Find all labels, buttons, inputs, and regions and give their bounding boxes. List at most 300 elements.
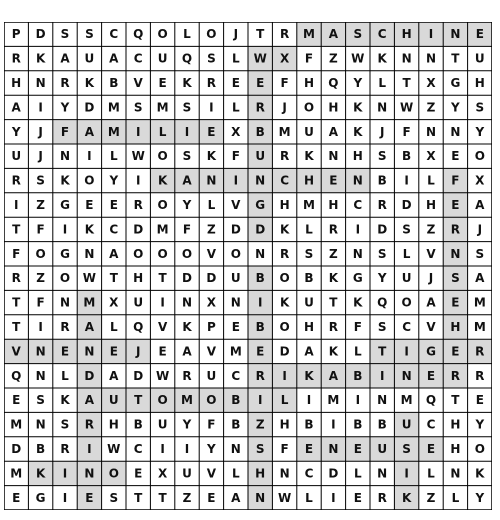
cell-letter: B (109, 76, 119, 90)
cell-letter: N (450, 27, 461, 42)
grid-cell (346, 364, 370, 388)
cell-letter: I (233, 173, 239, 188)
cell-letter: N (352, 246, 363, 261)
cell-letter: K (182, 320, 192, 334)
grid-cell (77, 144, 101, 168)
cell-letter: E (158, 344, 167, 359)
grid-cell (53, 364, 77, 388)
grid-cell (126, 217, 150, 241)
cell-letter: O (133, 246, 144, 261)
grid-cell (224, 461, 248, 485)
grid-cell (77, 242, 101, 266)
grid-cell (248, 412, 272, 436)
cell-letter: U (157, 417, 168, 432)
cell-letter: R (279, 27, 290, 42)
grid-cell (4, 437, 28, 461)
grid-cell (126, 71, 150, 95)
grid-cell (321, 364, 345, 388)
cell-letter: U (108, 393, 119, 408)
cell-letter: S (255, 442, 265, 456)
grid-cell (77, 266, 101, 290)
cell-letter: N (255, 246, 266, 261)
cell-letter: U (401, 271, 412, 286)
grid-cell (443, 364, 467, 388)
grid-cell (468, 266, 492, 290)
cell-letter: X (231, 124, 241, 139)
cell-letter: O (279, 320, 290, 334)
grid-cell (297, 388, 321, 412)
grid-cell (346, 486, 370, 510)
cell-letter: U (255, 149, 266, 164)
cell-letter: A (84, 393, 95, 408)
cell-letter: I (379, 368, 385, 383)
grid-cell (370, 46, 394, 70)
cell-letter: A (11, 100, 21, 115)
grid-cell (468, 168, 492, 192)
cell-letter: N (84, 344, 95, 359)
cell-letter: N (35, 76, 46, 90)
grid-cell (443, 22, 467, 46)
grid-cell (175, 95, 199, 119)
cell-letter: Y (207, 442, 216, 456)
grid-cell (150, 242, 174, 266)
cell-letter: H (450, 417, 461, 432)
cell-letter: B (402, 149, 412, 164)
grid-cell (370, 437, 394, 461)
grid-cell (102, 461, 126, 485)
cell-letter: S (475, 100, 485, 115)
grid-cell (321, 46, 345, 70)
cell-letter: U (377, 442, 388, 456)
grid-cell (175, 266, 199, 290)
grid-cell (77, 388, 101, 412)
cell-letter: T (12, 320, 21, 334)
grid-cell (394, 95, 418, 119)
cell-letter: K (35, 51, 46, 66)
cell-letter: L (158, 124, 167, 139)
grid-cell (321, 22, 345, 46)
grid-cell (468, 412, 492, 436)
grid-cell (248, 144, 272, 168)
grid-cell (297, 412, 321, 436)
cell-letter: D (11, 442, 22, 456)
grid-cell (419, 388, 443, 412)
grid-cell (199, 437, 223, 461)
cell-letter: U (206, 368, 217, 383)
grid-cell (370, 315, 394, 339)
grid-cell (175, 315, 199, 339)
cell-letter: B (133, 417, 143, 432)
cell-letter: N (181, 295, 193, 310)
cell-letter: Z (426, 490, 436, 505)
grid-cell (321, 412, 345, 436)
grid-cell (321, 486, 345, 510)
grid-cell (224, 388, 248, 412)
cell-letter: D (182, 271, 192, 286)
cell-letter: X (475, 173, 485, 188)
grid-cell (321, 193, 345, 217)
grid-cell (419, 193, 443, 217)
cell-letter: T (158, 271, 167, 286)
grid-cell (248, 266, 272, 290)
grid-cell (4, 461, 28, 485)
cell-letter: S (402, 222, 411, 237)
cell-letter: T (451, 51, 460, 66)
cell-letter: M (83, 295, 96, 310)
grid-cell (297, 217, 321, 241)
cell-letter: V (133, 76, 143, 90)
grid-cell (175, 71, 199, 95)
cell-letter: I (184, 442, 190, 456)
cell-letter: I (160, 442, 165, 456)
grid-cell (346, 144, 370, 168)
cell-letter: P (11, 27, 21, 42)
cell-letter: R (60, 442, 70, 456)
cell-letter: B (255, 271, 265, 286)
cell-letter: E (207, 124, 216, 139)
grid-cell (150, 339, 174, 363)
cell-letter: O (474, 442, 485, 456)
grid-cell (370, 461, 394, 485)
cell-letter: O (35, 246, 46, 261)
cell-letter: E (353, 442, 362, 456)
cell-letter: U (84, 51, 95, 66)
cell-letter: N (401, 51, 412, 66)
grid-cell (53, 486, 77, 510)
word-search-grid (4, 22, 492, 510)
grid-cell (77, 486, 101, 510)
cell-letter: M (10, 417, 23, 432)
cell-letter: I (404, 173, 409, 188)
cell-letter: Z (426, 100, 436, 115)
grid-cell (102, 144, 126, 168)
grid-cell (77, 290, 101, 314)
grid-cell (468, 217, 492, 241)
cell-letter: C (280, 173, 290, 188)
grid-cell (102, 22, 126, 46)
cell-letter: N (279, 466, 290, 481)
cell-letter: H (474, 76, 485, 90)
grid-cell (28, 412, 52, 436)
grid-cell (28, 71, 52, 95)
grid-cell (346, 193, 370, 217)
cell-letter: O (157, 27, 168, 42)
grid-cell (102, 120, 126, 144)
grid-cell (297, 193, 321, 217)
grid-cell (394, 486, 418, 510)
grid-cell (419, 217, 443, 241)
grid-cell (468, 461, 492, 485)
grid-cell (126, 339, 150, 363)
cell-letter: L (305, 222, 313, 237)
cell-letter: I (331, 417, 336, 432)
grid-cell (297, 437, 321, 461)
grid-cell (370, 412, 394, 436)
grid-cell (272, 217, 296, 241)
cell-letter: L (280, 393, 289, 408)
grid-cell (248, 290, 272, 314)
cell-letter: Q (133, 27, 144, 42)
grid-cell (321, 95, 345, 119)
grid-cell (370, 168, 394, 192)
cell-letter: F (36, 295, 45, 310)
cell-letter: R (255, 100, 265, 115)
cell-letter: N (35, 344, 46, 359)
grid-cell (321, 242, 345, 266)
grid-cell (224, 193, 248, 217)
grid-cell (468, 95, 492, 119)
cell-letter: A (475, 271, 485, 286)
cell-letter: S (182, 100, 192, 115)
grid-cell (53, 217, 77, 241)
grid-cell (102, 193, 126, 217)
grid-cell (394, 315, 418, 339)
grid-cell (468, 46, 492, 70)
grid-cell (199, 168, 223, 192)
grid-cell (28, 486, 52, 510)
grid-cell (443, 144, 467, 168)
cell-letter: T (158, 490, 167, 505)
grid-cell (150, 120, 174, 144)
grid-cell (419, 486, 443, 510)
cell-letter: E (353, 490, 362, 505)
cell-letter: N (450, 466, 461, 481)
grid-cell (28, 461, 52, 485)
cell-letter: N (401, 368, 412, 383)
grid-cell (443, 71, 467, 95)
cell-letter: H (352, 149, 363, 164)
cell-letter: B (353, 417, 363, 432)
word-search-puzzle (4, 22, 492, 510)
cell-letter: N (35, 368, 46, 383)
cell-letter: K (328, 344, 339, 359)
grid-cell (175, 46, 199, 70)
cell-letter: B (304, 271, 314, 286)
cell-letter: R (60, 76, 70, 90)
cell-letter: V (426, 246, 436, 261)
cell-letter: I (404, 344, 409, 359)
grid-cell (28, 144, 52, 168)
cell-letter: C (133, 442, 143, 456)
grid-cell (53, 168, 77, 192)
grid-cell (199, 388, 223, 412)
cell-letter: N (230, 442, 241, 456)
grid-cell (321, 339, 345, 363)
cell-letter: F (353, 320, 362, 334)
grid-cell (199, 486, 223, 510)
grid-cell (419, 315, 443, 339)
grid-cell (248, 46, 272, 70)
cell-letter: H (255, 466, 266, 481)
grid-cell (321, 168, 345, 192)
grid-cell (297, 95, 321, 119)
cell-letter: C (402, 320, 412, 334)
grid-cell (126, 364, 150, 388)
grid-cell (150, 266, 174, 290)
cell-letter: M (303, 27, 315, 42)
cell-letter: L (207, 198, 216, 212)
cell-letter: M (181, 393, 193, 408)
cell-letter: L (183, 27, 191, 42)
grid-cell (321, 120, 345, 144)
cell-letter: H (425, 198, 437, 212)
cell-letter: V (11, 344, 21, 359)
cell-letter: N (377, 466, 388, 481)
grid-cell (419, 461, 443, 485)
grid-cell (102, 95, 126, 119)
grid-cell (28, 364, 52, 388)
cell-letter: K (401, 490, 412, 505)
grid-cell (419, 168, 443, 192)
grid-cell (370, 193, 394, 217)
cell-letter: F (12, 246, 21, 261)
grid-cell (297, 71, 321, 95)
grid-cell (468, 193, 492, 217)
grid-cell (346, 412, 370, 436)
grid-cell (346, 95, 370, 119)
cell-letter: R (279, 149, 290, 164)
cell-letter: R (11, 271, 21, 286)
cell-letter: B (231, 393, 241, 408)
grid-cell (224, 95, 248, 119)
grid-cell (248, 339, 272, 363)
cell-letter: H (328, 198, 339, 212)
cell-letter: E (85, 198, 94, 212)
grid-cell (272, 364, 296, 388)
cell-letter: S (475, 246, 485, 261)
cell-letter: L (231, 466, 240, 481)
grid-cell (126, 461, 150, 485)
grid-cell (443, 339, 467, 363)
cell-letter: X (279, 51, 290, 66)
cell-letter: E (256, 76, 265, 90)
grid-cell (394, 437, 418, 461)
grid-cell (150, 168, 174, 192)
cell-letter: N (59, 149, 71, 164)
grid-cell (297, 46, 321, 70)
cell-letter: Z (36, 271, 45, 286)
cell-letter: N (425, 51, 437, 66)
cell-letter: S (109, 490, 119, 505)
cell-letter: T (109, 271, 118, 286)
grid-cell (468, 339, 492, 363)
cell-letter: K (279, 222, 290, 237)
grid-cell (248, 95, 272, 119)
grid-cell (346, 168, 370, 192)
cell-letter: E (426, 442, 436, 456)
grid-cell (175, 120, 199, 144)
grid-cell (53, 242, 77, 266)
grid-cell (370, 217, 394, 241)
cell-letter: R (475, 344, 485, 359)
cell-letter: A (426, 295, 436, 310)
cell-letter: B (231, 417, 241, 432)
grid-cell (394, 242, 418, 266)
cell-letter: C (231, 368, 241, 383)
grid-cell (321, 315, 345, 339)
grid-cell (28, 217, 52, 241)
grid-cell (224, 144, 248, 168)
grid-cell (175, 217, 199, 241)
cell-letter: Z (329, 246, 338, 261)
cell-letter: F (280, 76, 289, 90)
cell-letter: E (109, 198, 118, 212)
cell-letter: K (304, 368, 314, 383)
grid-cell (102, 315, 126, 339)
cell-letter: I (404, 466, 409, 481)
cell-letter: M (327, 393, 340, 408)
grid-cell (370, 486, 394, 510)
cell-letter: N (377, 100, 388, 115)
grid-cell (248, 461, 272, 485)
grid-cell (272, 339, 296, 363)
cell-letter: M (156, 222, 169, 237)
grid-cell (175, 339, 199, 363)
grid-cell (394, 71, 418, 95)
grid-cell (102, 168, 126, 192)
cell-letter: X (109, 295, 119, 310)
cell-letter: Y (353, 76, 363, 90)
cell-letter: A (60, 51, 70, 66)
cell-letter: L (305, 490, 313, 505)
cell-letter: Y (475, 490, 485, 505)
cell-letter: G (255, 198, 266, 212)
cell-letter: M (473, 295, 486, 310)
cell-letter: K (157, 173, 168, 188)
cell-letter: Q (328, 76, 339, 90)
grid-cell (4, 193, 28, 217)
grid-cell (28, 168, 52, 192)
cell-letter: R (450, 222, 461, 237)
grid-cell (102, 486, 126, 510)
cell-letter: L (61, 368, 69, 383)
cell-letter: E (475, 27, 484, 42)
grid-cell (175, 486, 199, 510)
cell-letter: L (353, 466, 362, 481)
grid-cell (28, 266, 52, 290)
grid-cell (53, 412, 77, 436)
cell-letter: M (400, 393, 413, 408)
grid-cell (443, 242, 467, 266)
cell-letter: A (182, 344, 192, 359)
cell-letter: O (59, 271, 71, 286)
grid-cell (53, 461, 77, 485)
grid-cell (248, 437, 272, 461)
cell-letter: Y (475, 124, 485, 139)
cell-letter: J (38, 124, 43, 139)
grid-cell (150, 95, 174, 119)
grid-cell (199, 71, 223, 95)
cell-letter: E (207, 490, 216, 505)
grid-cell (224, 412, 248, 436)
grid-cell (394, 290, 418, 314)
cell-letter: V (231, 198, 241, 212)
grid-cell (28, 290, 52, 314)
grid-cell (4, 22, 28, 46)
grid-cell (175, 168, 199, 192)
grid-cell (102, 71, 126, 95)
grid-cell (443, 461, 467, 485)
cell-letter: Z (36, 198, 45, 212)
cell-letter: M (107, 124, 120, 139)
cell-letter: D (377, 222, 388, 237)
grid-cell (126, 266, 150, 290)
grid-cell (346, 315, 370, 339)
cell-letter: K (182, 76, 192, 90)
grid-cell (224, 242, 248, 266)
cell-letter: Q (425, 393, 437, 408)
grid-cell (419, 290, 443, 314)
